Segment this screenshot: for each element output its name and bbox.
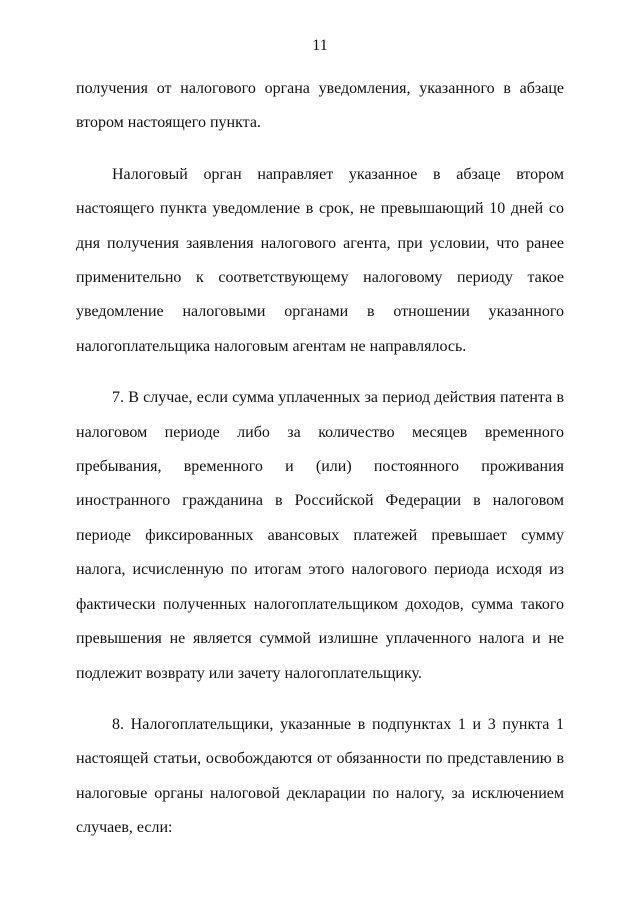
paragraph-continuation: получения от налогового органа уведомления, указанного в абзаце втором настоящего пункта. [76,80,564,132]
page-number: 11 [312,37,328,54]
document-body [76,72,564,863]
paragraph-item-7: 7. В случае, если сумма уплаченных за период действия патента в налоговом периоде либо за количество месяцев временного пребывания, временного и (или) постоянного проживания иностранного гражданина в Российской Федерации в налоговом периоде фиксированных авансовых платежей превышает сумму налога, исчисленную по итогам этого налогового периода исходя из фактически полученных налогоплательщиком доходов, сумма такого превышения не является суммой излишне уплаченного налога и не подлежит возврату или зачету налогоплательщику. [76,389,564,682]
paragraph-item-8: 8. Налогоплательщики, указанные в подпунктах 1 и 3 пункта 1 настоящей статьи, освобождаются от обязанности по представлению в налоговые органы налоговой декларации по налогу, за исключением случаев, если: [76,715,564,837]
paragraph-notification-deadline: Налоговый орган направляет указанное в абзаце втором настоящего пункта уведомление в срок, не превышающий 10 дней со дня получения заявления налогового агента, при условии, что ранее применительно к соответствующему налоговому периоду такое уведомление налоговыми органами в отношении указанного налогоплательщика налоговым агентам не направлялось. [76,165,564,355]
